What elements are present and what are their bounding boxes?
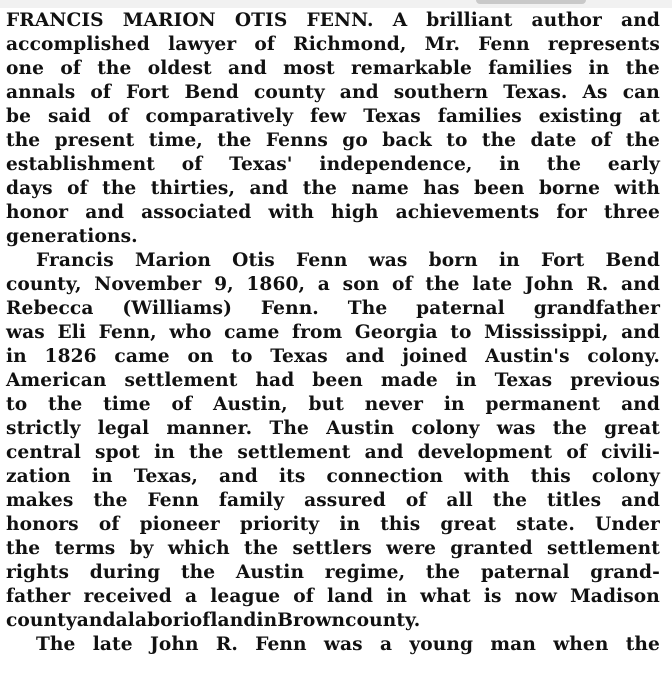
text-line: The late John R. Fenn was a young man when the xyxy=(36,634,660,655)
text-line: be said of comparatively few Texas families existing at xyxy=(6,106,660,127)
text-line: county and a labori of land in Brown county. xyxy=(6,610,421,631)
text-line: the present time, the Fenns go back to the date of the xyxy=(6,130,660,151)
article-text xyxy=(6,9,660,657)
text-line: strictly legal manner. The Austin colony was the great xyxy=(6,418,660,439)
top-edge-bar xyxy=(0,0,672,8)
text-line: rights during the Austin regime, the paternal grand- xyxy=(6,562,660,583)
text-line: honors of pioneer priority in this great state. Under xyxy=(6,514,660,535)
text-line: the terms by which the settlers were granted settlement xyxy=(6,538,660,559)
text-line: one of the oldest and most remarkable families in the xyxy=(6,58,660,79)
text-line: county, November 9, 1860, a son of the late John R. and xyxy=(6,274,660,295)
text-line: accomplished lawyer of Richmond, Mr. Fenn represents xyxy=(6,34,660,55)
paragraph xyxy=(6,633,660,657)
text-line: makes the Fenn family assured of all the titles and xyxy=(6,490,660,511)
text-line: American settlement had been made in Texas previous xyxy=(6,370,660,391)
text-line: generations. xyxy=(6,226,138,247)
text-line: in 1826 came on to Texas and joined Austin's colony. xyxy=(6,346,660,367)
text-line: annals of Fort Bend county and southern Texas. As can xyxy=(6,82,660,103)
text-line: FRANCIS MARION OTIS FENN. A brilliant author and xyxy=(6,10,660,31)
paragraph xyxy=(6,9,660,249)
text-line: Rebecca (Williams) Fenn. The paternal grandfather xyxy=(6,298,660,319)
text-line: honor and associated with high achievements for three xyxy=(6,202,660,223)
text-line: central spot in the settlement and development of civili- xyxy=(6,442,660,463)
text-line: zation in Texas, and its connection with this colony xyxy=(6,466,660,487)
text-line: was Eli Fenn, who came from Georgia to Mississippi, and xyxy=(6,322,660,343)
text-line: to the time of Austin, but never in permanent and xyxy=(6,394,660,415)
top-edge-tab xyxy=(476,0,586,4)
paragraph xyxy=(6,249,660,633)
text-line: father received a league of land in what is now Madison xyxy=(6,586,660,607)
text-line: days of the thirties, and the name has been borne with xyxy=(6,178,660,199)
text-line: Francis Marion Otis Fenn was born in Fort Bend xyxy=(36,250,660,271)
text-line: establishment of Texas' independence, in the early xyxy=(6,154,660,175)
